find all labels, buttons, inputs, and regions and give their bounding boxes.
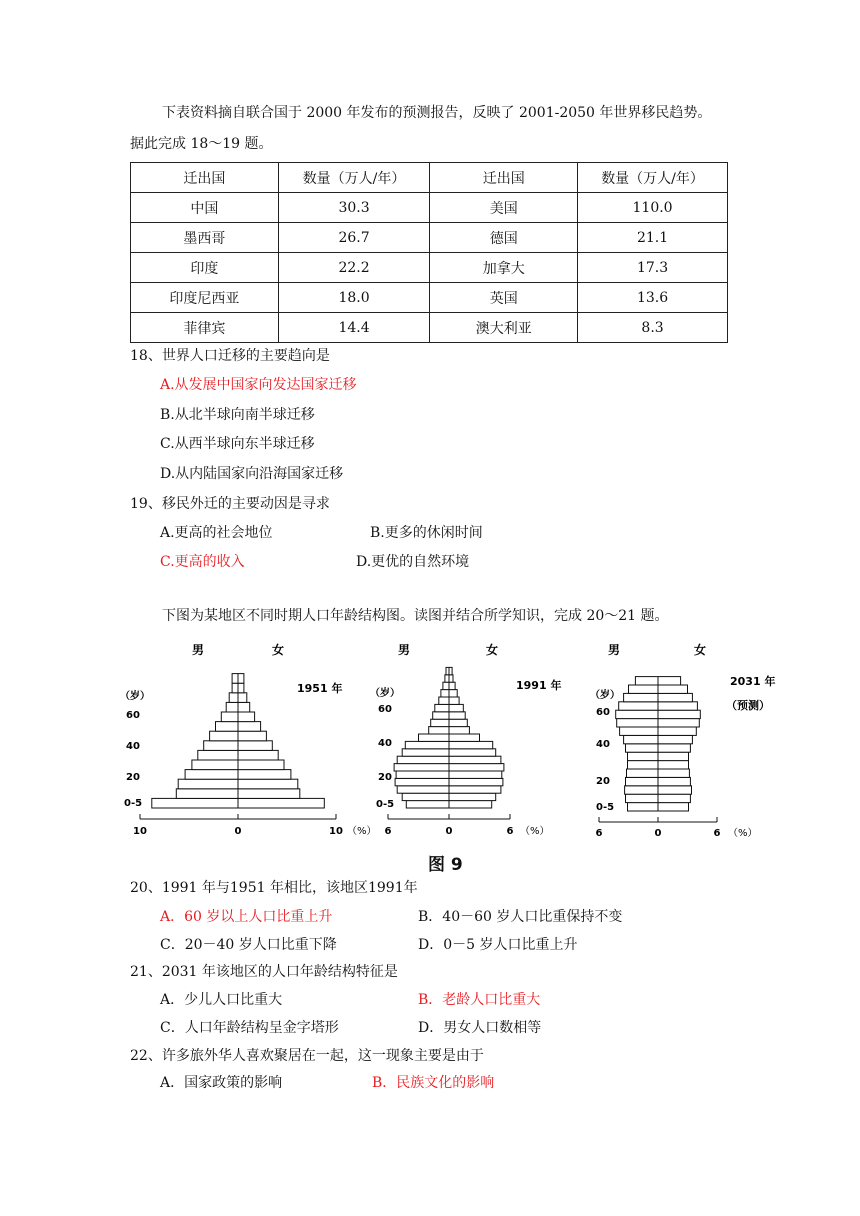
table-row (131, 313, 728, 343)
age-tick-40: 40 (378, 738, 392, 749)
question-20-option-d: D．0－5 岁人口比重上升 (418, 937, 578, 953)
table-header-cell: 迁出国 (430, 163, 578, 193)
pyramid-2031-svg (588, 636, 798, 846)
table-cell: 美国 (430, 193, 578, 223)
table-header-row (131, 163, 728, 193)
male-label: 男 (608, 643, 621, 657)
x-axis (140, 814, 336, 819)
pct-unit-label: （%） (520, 826, 550, 837)
table-cell: 18.0 (278, 283, 430, 313)
age-unit-label: （岁） (590, 690, 620, 701)
year-label: 1991 年 (516, 679, 562, 692)
x-tick-center: 0 (234, 826, 242, 837)
x-axis (388, 814, 510, 819)
table-header-cell: 数量（万人/年） (278, 163, 430, 193)
table-cell: 加拿大 (430, 253, 578, 283)
female-label: 女 (272, 643, 285, 657)
age-tick-0-5: 0-5 (376, 799, 395, 810)
question-22-option-a: A．国家政策的影响 (160, 1075, 283, 1091)
pyramid-bars (616, 677, 701, 811)
age-tick-60: 60 (378, 704, 392, 715)
question-20-option-a: A．60 岁以上人口比重上升 (160, 909, 333, 925)
female-label: 女 (486, 643, 499, 657)
question-21-stem: 21、2031 年该地区的人口年龄结构特征是 (130, 964, 398, 980)
question-22-stem: 22、许多旅外华人喜欢聚居在一起，这一现象主要是由于 (130, 1048, 484, 1064)
table-cell: 澳大利亚 (430, 313, 578, 343)
x-axis (599, 817, 717, 822)
age-unit-label: （岁） (370, 688, 400, 699)
question-21-option-d: D．男女人口数相等 (418, 1020, 542, 1036)
intro-paragraph-line2: 据此完成 18～19 题。 (130, 136, 273, 152)
pyramid-1991-svg (366, 636, 576, 846)
table-row (131, 223, 728, 253)
x-tick-center: 0 (654, 828, 662, 839)
male-label: 男 (398, 643, 411, 657)
question-19-option-c: C.更高的收入 (160, 554, 245, 570)
age-tick-0-5: 0-5 (124, 798, 143, 809)
table-cell: 110.0 (578, 193, 728, 223)
age-tick-40: 40 (126, 741, 140, 752)
year-label: 2031 年 (730, 675, 776, 688)
age-tick-0-5: 0-5 (596, 802, 615, 813)
table-cell: 德国 (430, 223, 578, 253)
age-tick-60: 60 (126, 710, 140, 721)
question-21-option-b: B．老龄人口比重大 (418, 992, 541, 1008)
question-20-stem: 20、1991 年与1951 年相比，该地区1991年 (130, 880, 418, 896)
pyramid-bars (394, 667, 504, 808)
question-20-option-c: C．20－40 岁人口比重下降 (160, 937, 337, 953)
question-20-option-b: B．40－60 岁人口比重保持不变 (418, 909, 623, 925)
table-cell: 中国 (131, 193, 279, 223)
pct-unit-label: （%） (728, 828, 758, 839)
x-tick-right: 6 (713, 828, 721, 839)
age-tick-20: 20 (126, 772, 140, 783)
table-row (131, 283, 728, 313)
male-label: 男 (192, 643, 205, 657)
question-21-option-a: A．少儿人口比重大 (160, 992, 283, 1008)
question-18-option-a: A.从发展中国家向发达国家迁移 (160, 377, 357, 393)
question-21-option-c: C．人口年龄结构呈金字塔形 (160, 1020, 339, 1036)
question-18-stem: 18、世界人口迁移的主要趋向是 (130, 348, 330, 364)
x-tick-center: 0 (445, 826, 453, 837)
question-18-option-d: D.从内陆国家向沿海国家迁移 (160, 466, 344, 482)
pct-unit-label: （%） (347, 826, 377, 837)
age-tick-40: 40 (596, 739, 610, 750)
age-tick-20: 20 (596, 776, 610, 787)
x-tick-right: 10 (329, 826, 343, 837)
table-cell: 26.7 (278, 223, 430, 253)
figure-caption: 图 9 (428, 855, 463, 875)
table-cell: 英国 (430, 283, 578, 313)
question-18-option-b: B.从北半球向南半球迁移 (160, 407, 315, 423)
table-header-cell: 数量（万人/年） (578, 163, 728, 193)
female-label: 女 (694, 643, 707, 657)
figure-intro: 下图为某地区不同时期人口年龄结构图。读图并结合所学知识，完成 20～21 题。 (162, 608, 669, 624)
intro-paragraph-line1: 下表资料摘自联合国于 2000 年发布的预测报告，反映了 2001-2050 年世界移民趋势。 (162, 105, 712, 121)
table-cell: 印度 (131, 253, 279, 283)
migration-table (130, 162, 728, 343)
question-19-option-b: B.更多的休闲时间 (370, 525, 483, 541)
x-tick-right: 6 (506, 826, 514, 837)
table-cell: 菲律宾 (131, 313, 279, 343)
year-label: 1951 年 (297, 682, 343, 695)
age-tick-20: 20 (378, 772, 392, 783)
question-19-option-a: A.更高的社会地位 (160, 525, 273, 541)
question-19-option-d: D.更优的自然环境 (356, 554, 470, 570)
x-tick-left: 6 (595, 828, 603, 839)
table-cell: 墨西哥 (131, 223, 279, 253)
pyramid-chart-2031 (588, 636, 798, 850)
table-cell: 17.3 (578, 253, 728, 283)
x-tick-left: 6 (384, 826, 392, 837)
table-header-cell: 迁出国 (131, 163, 279, 193)
table-row (131, 253, 728, 283)
question-22-option-b: B．民族文化的影响 (372, 1075, 495, 1091)
pyramid-1951-svg (112, 636, 377, 846)
table-cell: 30.3 (278, 193, 430, 223)
forecast-note: （预测） (726, 699, 770, 712)
table-cell: 21.1 (578, 223, 728, 253)
x-tick-left: 10 (133, 826, 147, 837)
pyramid-chart-1991 (366, 636, 576, 850)
age-unit-label: （岁） (120, 691, 150, 702)
table-row (131, 193, 728, 223)
table-cell: 8.3 (578, 313, 728, 343)
table-cell: 14.4 (278, 313, 430, 343)
pyramid-chart-1951 (112, 636, 377, 850)
table-cell: 印度尼西亚 (131, 283, 279, 313)
question-18-option-c: C.从西半球向东半球迁移 (160, 436, 315, 452)
table-cell: 13.6 (578, 283, 728, 313)
table-cell: 22.2 (278, 253, 430, 283)
age-tick-60: 60 (596, 707, 610, 718)
question-19-stem: 19、移民外迁的主要动因是寻求 (130, 496, 330, 512)
